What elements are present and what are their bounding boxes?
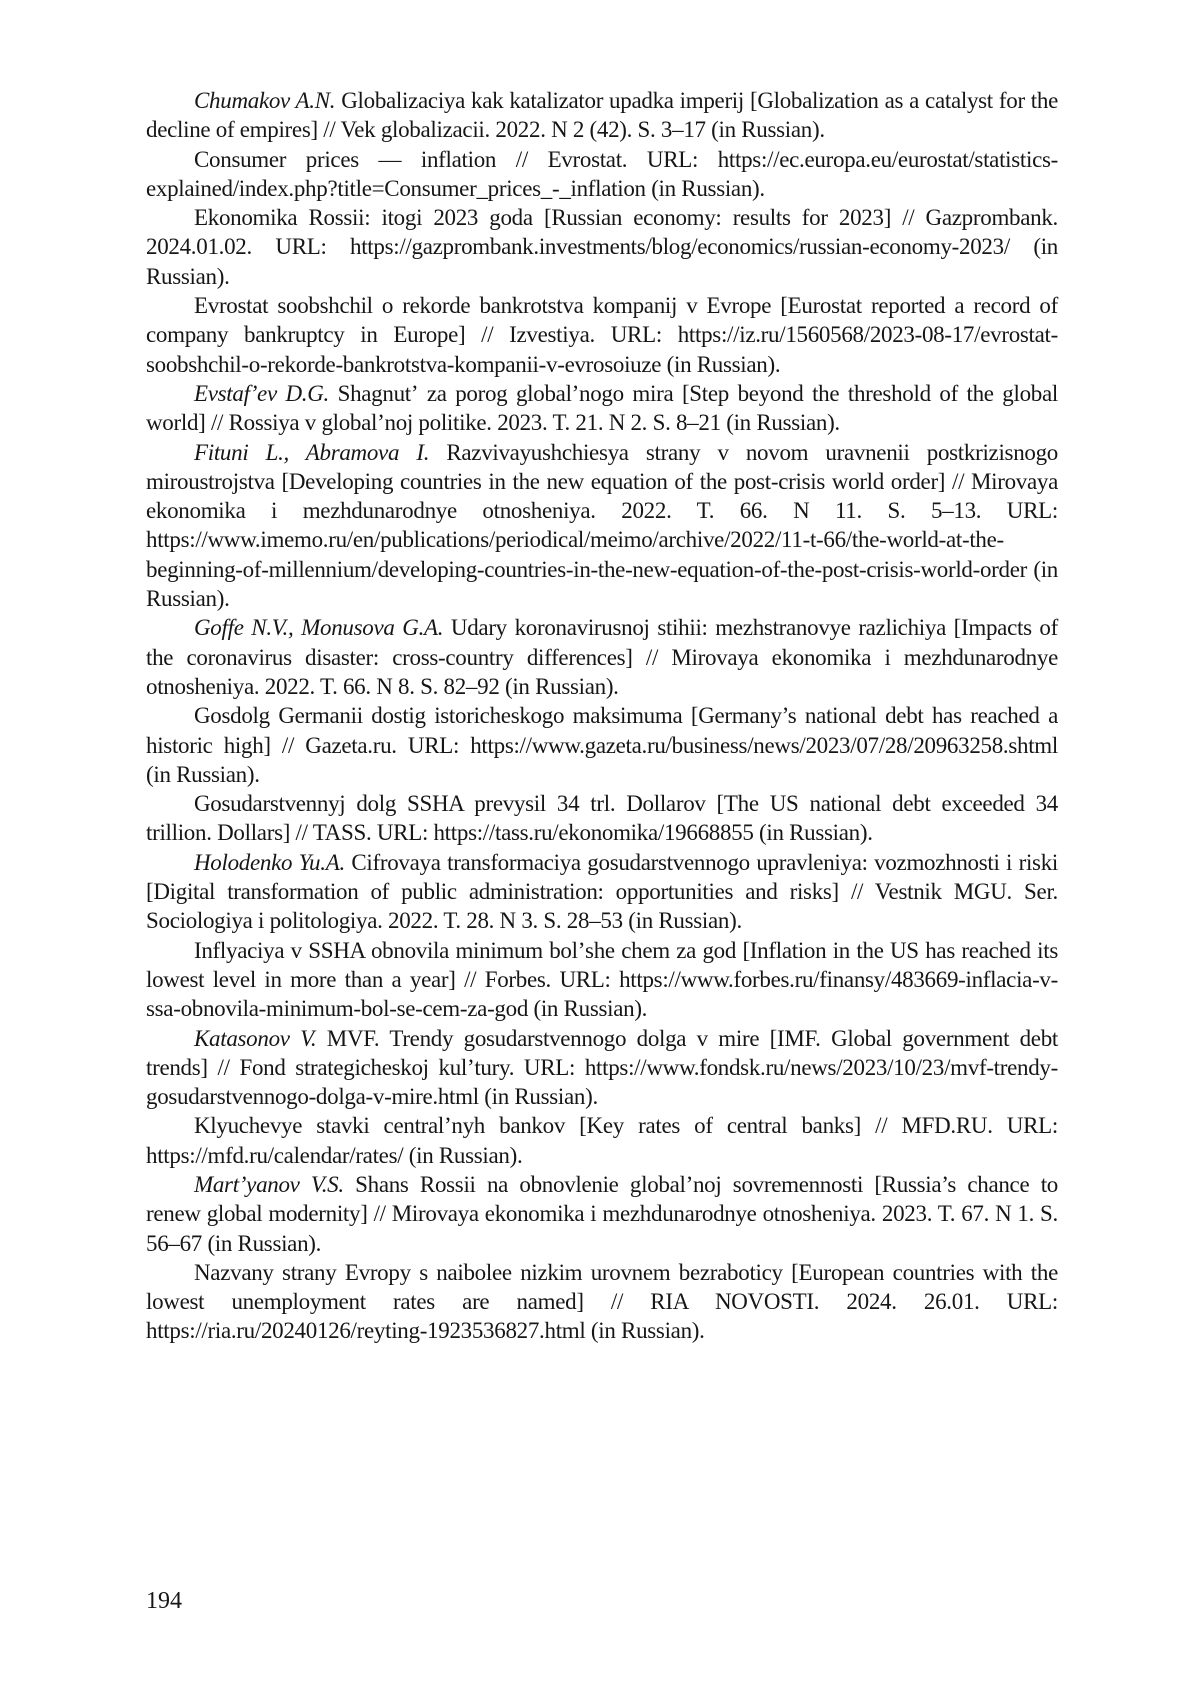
reference-entry: Holodenko Yu.A. Cifrovaya transformaciya gosudarstvennogo upravleniya: vozmozhnosti i riski [Digital transformation of public administration: opportunities and risks] // Vestnik MGU. Ser. Sociologiya i politologiya. 2022. T. 28. N 3. S. 28–53 (in Russian). [146, 849, 1058, 934]
reference-entry: Gosudarstvennyj dolg SSHA prevysil 34 trl. Dollarov [The US national debt exceeded 34 trillion. Dollars] // TASS. URL: https://tass.ru/ekonomika/19668855 (in Russian). [146, 791, 1058, 846]
references-list [146, 86, 1058, 1346]
reference-author: Martʼyanov V.S. [194, 1171, 344, 1197]
reference-author: Goffe N.V., Monusova G.A. [194, 615, 444, 641]
reference-author: Evstafʼev D.G. [194, 380, 329, 406]
reference-author: Katasonov V. [194, 1025, 317, 1051]
reference-entry: Inflyaciya v SSHA obnovila minimum bolʼshe chem za god [Inflation in the US has reached its lowest level in more than a year] // Forbes. URL: https://www.forbes.ru/finansy/483669-inflacia-v-ssa-obnovila-minimum-bol-se-cem-za-god (in Russian). [146, 937, 1058, 1022]
reference-entry: Chumakov A.N. Globalizaciya kak katalizator upadka imperij [Globalization as a catalyst for the decline of empires] // Vek globalizacii. 2022. N 2 (42). S. 3–17 (in Russian). [146, 88, 1058, 143]
reference-entry: Katasonov V. MVF. Trendy gosudarstvennogo dolga v mire [IMF. Global government debt trends] // Fond strategicheskoj kulʼtury. URL: https://www.fondsk.ru/news/2023/10/23/mvf-trendy-gosudarstvennogo-dolga-v-mire.html (in Russian). [146, 1025, 1058, 1110]
reference-entry: Evstafʼev D.G. Shagnutʼ za porog globalʼnogo mira [Step beyond the threshold of the global world] // Rossiya v globalʼnoj politike. 2023. T. 21. N 2. S. 8–21 (in Russian). [146, 380, 1058, 436]
reference-entry: Ekonomika Rossii: itogi 2023 goda [Russian economy: results for 2023] // Gazprombank. 2024.01.02. URL: https://gazprombank.investments/blog/economics/russian-economy-2023/ (in Russian). [146, 205, 1058, 289]
reference-entry: Martʼyanov V.S. Shans Rossii na obnovlenie globalʼnoj sovremennosti [Russia’s chance to renew global modernity] // Mirovaya ekonomika i mezhdunarodnye otnosheniya. 2023. T. 67. N 1. S. 56–67 (in Russian). [146, 1171, 1058, 1256]
reference-author: Holodenko Yu.A. [194, 849, 345, 875]
reference-entry: Evrostat soobshchil o rekorde bankrotstva kompanij v Evrope [Eurostat reported a record of company bankruptcy in Europe] // Izvestiya. URL: https://iz.ru/1560568/2023-08-17/evrostat-soobshchil-o-rekorde-bankrotstva-kompanii-v-evrosoiuze (in Russian). [146, 293, 1058, 377]
reference-entry: Consumer prices — inflation // Evrostat. URL: https://ec.europa.eu/eurostat/statistics-explained/index.php?title=Consumer_prices_-_inflation (in Russian). [146, 146, 1058, 201]
page-number: 194 [146, 1588, 182, 1614]
reference-entry: Gosdolg Germanii dostig istoricheskogo maksimuma [Germany’s national debt has reached a historic high] // Gazeta.ru. URL: https://www.gazeta.ru/business/news/2023/07/28/20963258.shtml (in Russian). [146, 703, 1058, 787]
reference-author: Chumakov A.N. [194, 88, 336, 113]
reference-entry: Nazvany strany Evropy s naibolee nizkim urovnem bezraboticy [European countries with the lowest unemployment rates are named] // RIA NOVOSTI. 2024. 26.01. URL: https://ria.ru/20240126/reyting-1923536827.html (in Russian). [146, 1259, 1058, 1344]
reference-entry: Fituni L., Abramova I. Razvivayushchiesya strany v novom uravnenii postkrizisnogo miroustrojstva [Developing countries in the new equation of the post-crisis world order] // Mirovaya ekonomika i mezhdunarodnye otnosheniya. 2022. T. 66. N 11. S. 5–13. URL: https://www.imemo.ru/en/publications/periodical/meimo/archive/2022/11-t-66/the-world-at-the-beginning-of-millennium/developing-countries-in-the-new-equation-of-the-post-crisis-world-order (in Russian). [146, 439, 1058, 612]
reference-author: Fituni L., Abramova I. [194, 439, 430, 465]
reference-entry: Goffe N.V., Monusova G.A. Udary koronavirusnoj stihii: mezhstranovye razlichiya [Impacts of the coronavirus disaster: cross-country differences] // Mirovaya ekonomika i mezhdunarodnye otnosheniya. 2022. T. 66. N 8. S. 82–92 (in Russian). [146, 615, 1058, 699]
reference-entry: Klyuchevye stavki centralʼnyh bankov [Key rates of central banks] // MFD.RU. URL: https://mfd.ru/calendar/rates/ (in Russian). [146, 1113, 1058, 1168]
